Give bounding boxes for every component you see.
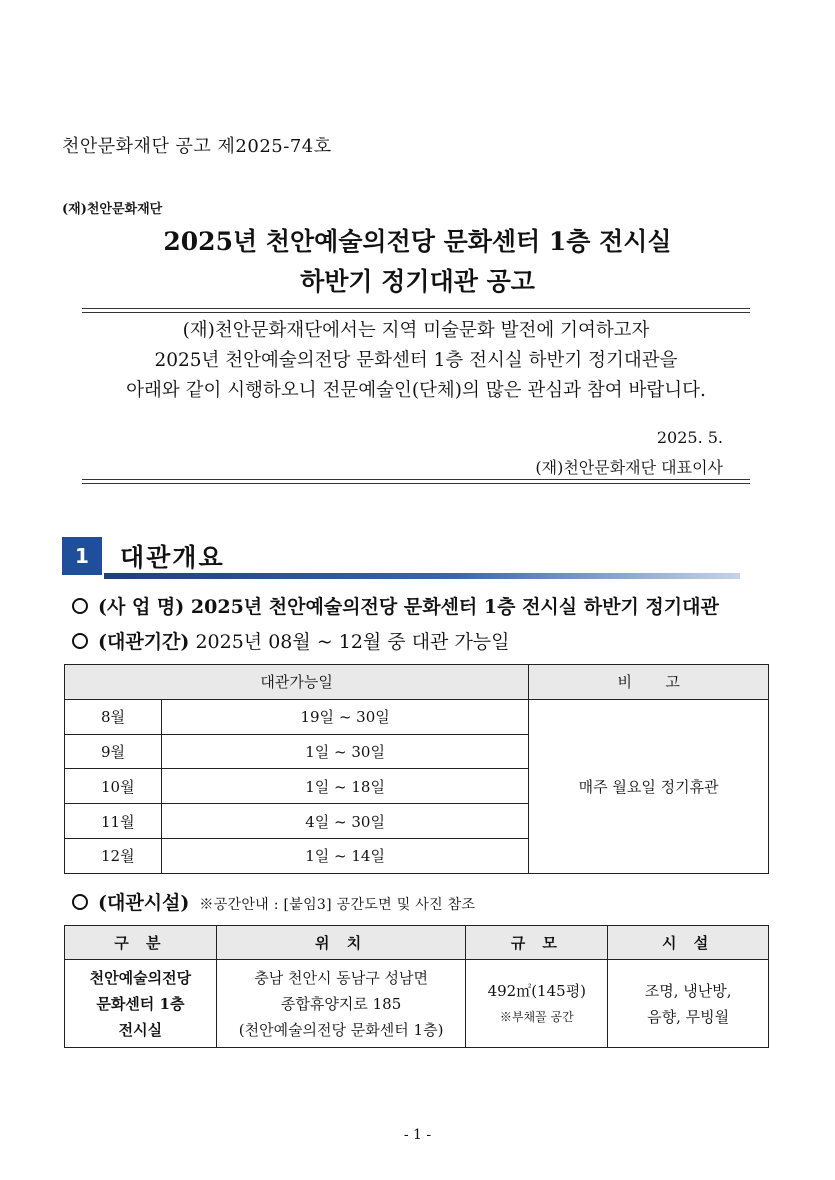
document-title-line-1: 2025년 천안예술의전당 문화센터 1층 전시실 [163,227,672,256]
intro-line-3: 아래와 같이 시행하오니 전문예술인(단체)의 많은 관심과 참여 바랍니다. [126,380,706,401]
bullet-value: 2025년 천안예술의전당 문화센터 1층 전시실 하반기 정기대관 [190,596,719,618]
month-cell: 11월 [65,804,162,839]
circle-bullet-icon [72,598,88,614]
table-row [65,699,769,734]
bullet-project-name [72,592,719,619]
days-cell: 19일 ~ 30일 [161,699,528,734]
size-note: ※부채꼴 공간 [499,1009,574,1024]
days-cell: 1일 ~ 14일 [161,838,528,873]
location-cell [216,960,466,1048]
facilities-cell [608,960,769,1048]
facilities-line: 음향, 무빙월 [647,1007,730,1026]
bullet-label: (사 업 명) [98,596,185,618]
facility-name-line: 문화센터 1층 [96,994,185,1013]
bullet-facility [72,888,475,915]
header-note: 비 고 [529,665,769,700]
notice-signer: (재)천안문화재단 대표이사 [535,458,723,477]
header-size: 규 모 [466,926,608,960]
circle-bullet-icon [72,894,88,910]
intro-bottom-rule [82,479,750,484]
section-number-badge: 1 [62,537,102,575]
notice-date: 2025. 5. [656,428,723,447]
location-line: (천안예술의전당 문화센터 1층) [238,1020,444,1039]
header-facilities: 시 설 [608,926,769,960]
days-cell: 1일 ~ 18일 [161,769,528,804]
month-cell: 10월 [65,769,162,804]
table-row [65,960,769,1048]
facility-name-line: 천안예술의전당 [89,968,192,987]
document-title-line-2: 하반기 정기대관 공고 [300,267,535,296]
facilities-line: 조명, 냉난방, [644,981,732,1000]
bullet-note: ※공간안내 : [붙임3] 공간도면 및 사진 참조 [199,897,476,913]
size-cell [466,960,608,1048]
bullet-value: 2025년 08월 ~ 12월 중 대관 가능일 [195,631,510,653]
notice-number: 천안문화재단 공고 제2025-74호 [62,136,332,157]
facility-name-cell [65,960,217,1048]
circle-bullet-icon [72,633,88,649]
bullet-label: (대관기간) [98,631,190,653]
month-cell: 8월 [65,699,162,734]
issuer-label: (재)천안문화재단 [62,202,163,217]
bullet-label: (대관시설) [98,892,190,914]
header-category: 구 분 [65,926,217,960]
days-cell: 4일 ~ 30일 [161,804,528,839]
month-cell: 9월 [65,734,162,769]
intro-line-1: (재)천안문화재단에서는 지역 미술문화 발전에 기여하고자 [182,320,650,341]
location-line: 종합휴양지로 185 [280,994,402,1013]
facility-table [64,925,769,1048]
section-underline-bar [104,573,740,579]
location-line: 충남 천안시 동남구 성남면 [254,968,428,987]
schedule-table [64,664,769,874]
month-cell: 12월 [65,838,162,873]
intro-line-2: 2025년 천안예술의전당 문화센터 1층 전시실 하반기 정기대관을 [154,350,678,371]
intro-top-rule [82,308,750,313]
note-cell: 매주 월요일 정기휴관 [529,699,769,873]
header-location: 위 치 [216,926,466,960]
bullet-rental-period [72,627,510,654]
page-number: - 1 - [403,1127,432,1143]
header-available-days: 대관가능일 [65,665,529,700]
section-title: 대관개요 [120,543,225,572]
days-cell: 1일 ~ 30일 [161,734,528,769]
table-header-row [65,665,769,700]
table-header-row [65,926,769,960]
facility-name-line: 전시실 [118,1020,163,1039]
size-value: 492㎡(145평) [487,981,587,1000]
